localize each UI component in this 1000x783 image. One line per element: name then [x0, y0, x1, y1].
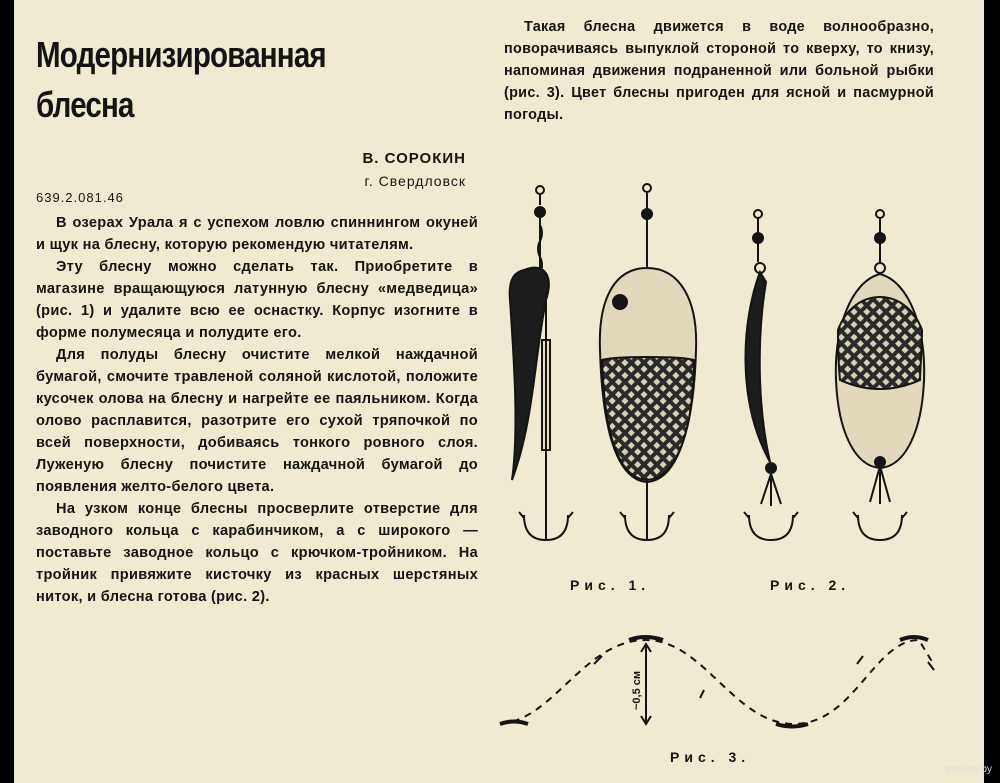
paragraph-3: Для полуды блесну очистите мелкой наждачной бумагой, смочите травленой соляной кислотой, положите кусочек олова на блесну и нагрейте ее паяльником. Когда олово расплавится, разотрите его сухой тряпочкой по всей поверхности, добиваясь тонкого ровного слоя. Луженую блесну почистите наждачной бумагой до появления желто-белого цвета.	[36, 347, 478, 495]
fig2-front-view	[836, 210, 924, 540]
paragraph-4: На узком конце блесны просверлите отверстие для заводного кольца с карабинчиком, а с широкого — поставьте заводное кольцо с крючком-тройником. На тройник привяжите кисточку из красных шерстяных ниток, и блесна готова (рис. 2).	[36, 501, 478, 605]
illustrations	[14, 0, 984, 783]
paragraph-right: Такая блесна движется в воде волнообразно, поворачиваясь выпуклой стороной то кверху, то книзу, напоминая движения подраненной или больной рыбки (рис. 3). Цвет блесны пригоден для ясной и пасмурной погоды.	[504, 19, 934, 123]
fig1-front-view	[600, 184, 696, 540]
fig2-side-view	[744, 210, 798, 540]
fig2-label: Рис. 2.	[770, 577, 851, 593]
paragraph-2: Эту блесну можно сделать так. Приобретите в магазине вращающуюся латунную блесну «медведица» (рис. 1) и удалите всю ее оснастку. Корпус изогните в форме полумесяца и полудите его.	[36, 259, 478, 341]
fig3-dimension: ~0,5 см	[631, 670, 643, 710]
udc-code: 639.2.081.46	[36, 190, 124, 205]
magazine-page	[14, 0, 984, 783]
author-city: г. Свердловск	[364, 173, 466, 189]
fig3-label: Рис. 3.	[670, 749, 751, 765]
title-line-2: блесна	[36, 84, 134, 125]
paragraph-1: В озерах Урала я с успехом ловлю спиннингом окуней и щук на блесну, которую рекомендую читателям.	[36, 215, 478, 253]
fig1-label: Рис. 1.	[570, 577, 651, 593]
author-name: В. СОРОКИН	[362, 150, 466, 167]
title-line-1: Модернизированная	[36, 34, 326, 75]
fig3-wave-path	[500, 637, 934, 727]
watermark: www.ay.by	[944, 764, 992, 775]
fig1-side-view	[510, 186, 573, 540]
